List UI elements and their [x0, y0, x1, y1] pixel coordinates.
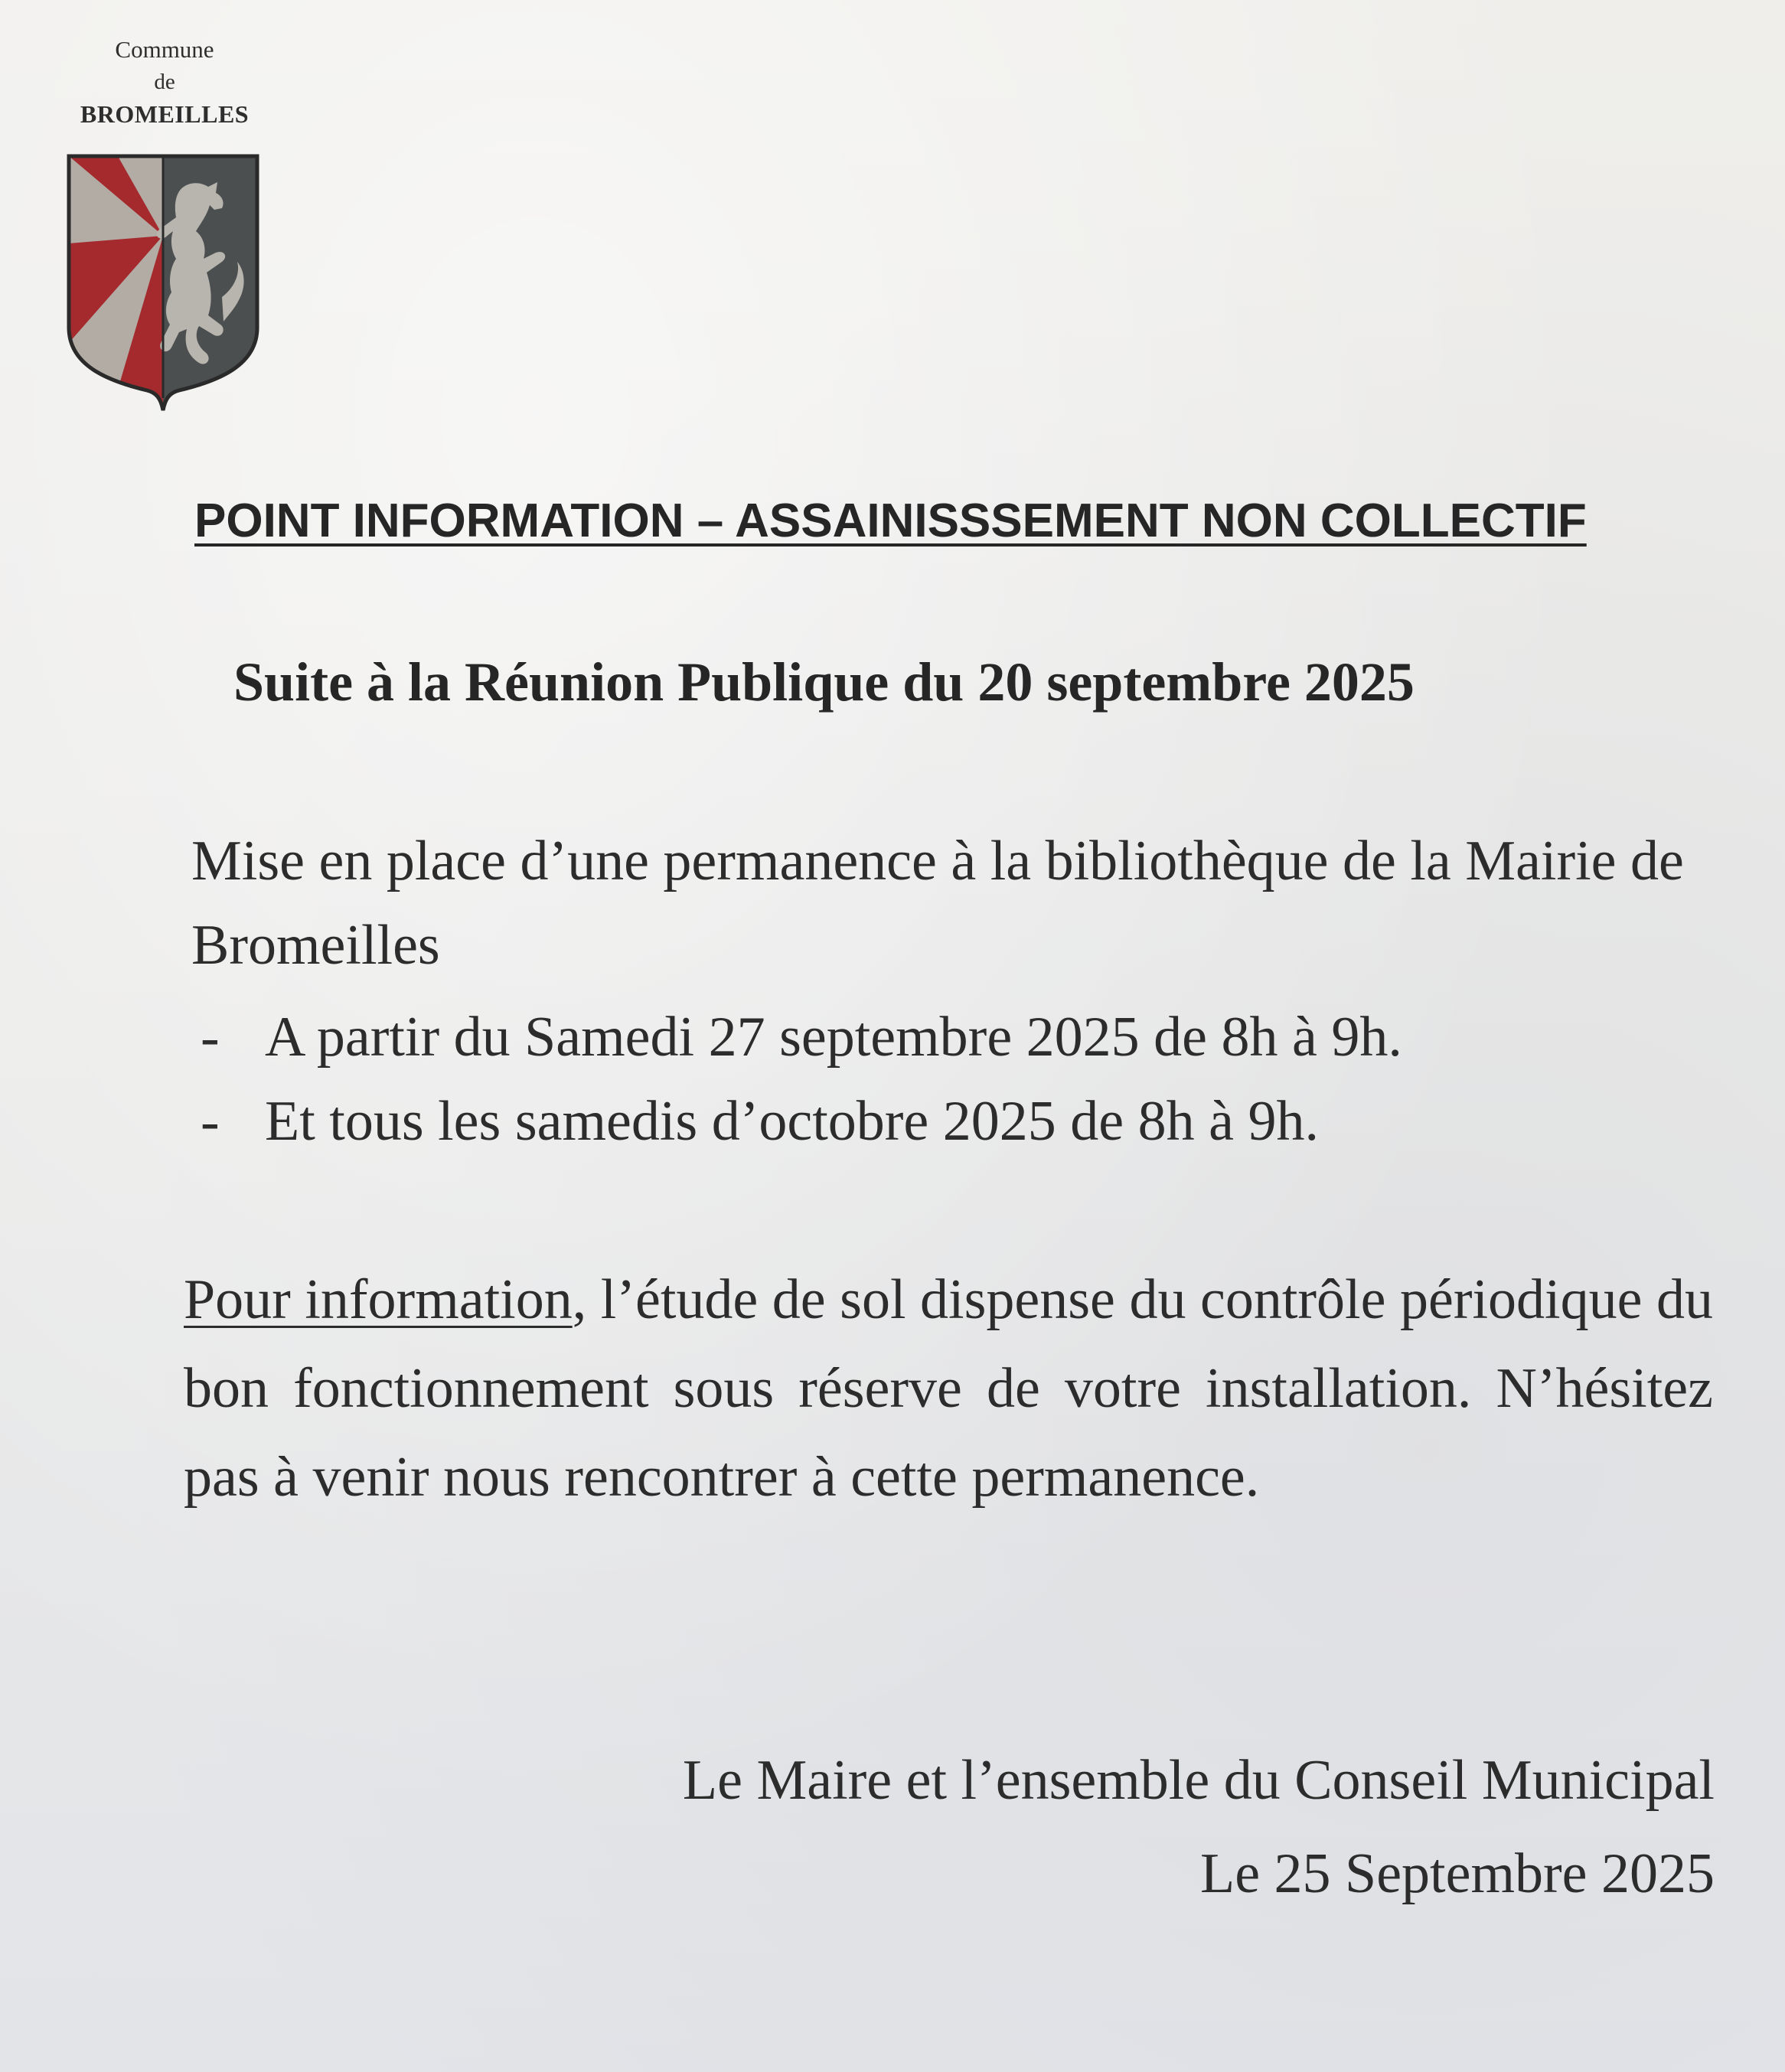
schedule-item — [201, 995, 1731, 1079]
commune-name: BROMEILLES — [80, 100, 250, 128]
commune-de-label: de — [154, 70, 175, 94]
notice-subtitle: Suite à la Réunion Publique du 20 septembre 2025 — [233, 651, 1415, 713]
schedule-item — [201, 1079, 1731, 1163]
signature-block — [413, 1734, 1715, 1920]
notice-intro: Mise en place d’une permanence à la bibliothèque de la Mairie de Bromeilles — [191, 830, 1684, 977]
signature-date: Le 25 Septembre 2025 — [1200, 1842, 1715, 1905]
info-text: , l’étude de sol dispense du contrôle périodique du bon fonctionnement sous réserve de votre installation. N’hésitez pas à venir nous rencontrer à cette permanence. — [184, 1268, 1713, 1509]
schedule-item-text: A partir du Samedi 27 septembre 2025 de 8h à 9h. — [265, 1006, 1402, 1069]
commune-label: Commune — [115, 36, 214, 63]
coat-of-arms-icon — [64, 152, 262, 415]
commune-header — [61, 34, 268, 130]
schedule-item-text: Et tous les samedis d’octobre 2025 de 8h à 9h. — [265, 1090, 1319, 1153]
info-lead: Pour information — [184, 1268, 573, 1331]
schedule-list — [201, 995, 1731, 1163]
signature-author: Le Maire et l’ensemble du Conseil Municipal — [682, 1749, 1715, 1812]
notice-title: POINT INFORMATION – ASSAINISSSEMENT NON COLLECTIF — [194, 494, 1587, 547]
list-dash: - — [201, 1006, 220, 1069]
list-dash: - — [201, 1090, 220, 1153]
info-paragraph — [184, 1255, 1713, 1522]
